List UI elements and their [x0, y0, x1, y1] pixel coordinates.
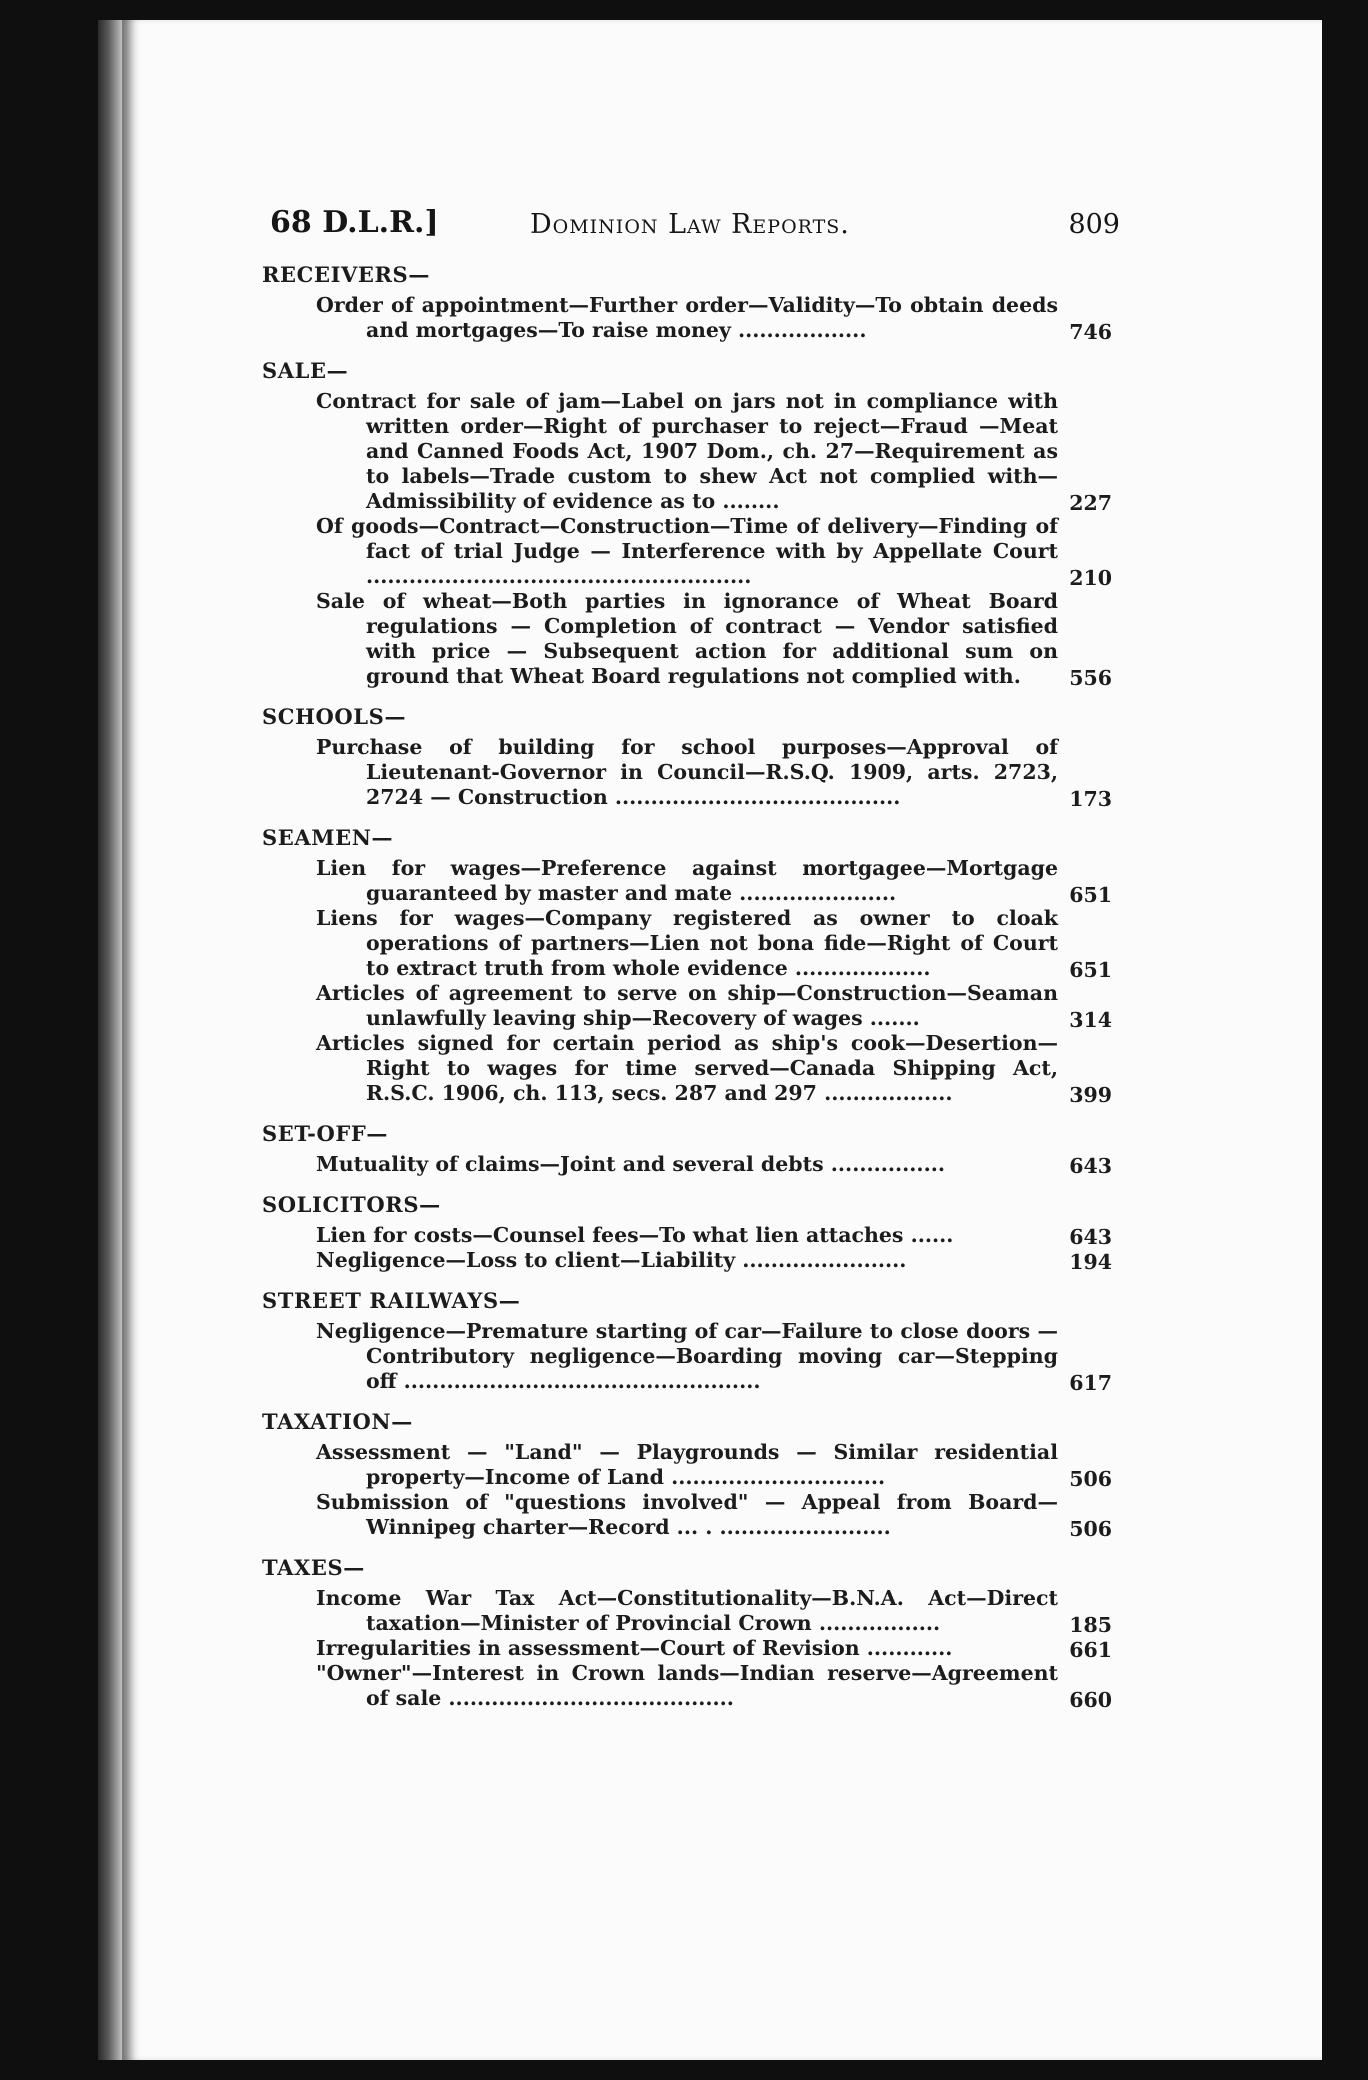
page-reference: 746 — [1069, 320, 1112, 344]
index-topic — [262, 1555, 1112, 1711]
index-entry — [266, 735, 1112, 810]
topic-heading: SALE— — [262, 358, 349, 383]
page-reference: 643 — [1069, 1154, 1112, 1178]
index-entry — [266, 906, 1112, 981]
page-reference: 643 — [1069, 1225, 1112, 1249]
page-reference: 185 — [1069, 1613, 1112, 1637]
index-topic — [262, 1409, 1112, 1540]
index-topic — [262, 262, 1112, 343]
index-entry — [266, 1319, 1112, 1394]
page-number: 809 — [1068, 209, 1120, 240]
index-entry — [266, 981, 1112, 1031]
index-topic — [262, 1288, 1112, 1394]
index-topic — [262, 704, 1112, 810]
entry-text: Negligence—Loss to client—Liability ....................... — [316, 1248, 907, 1272]
index-entry — [266, 1440, 1112, 1490]
index-entry — [266, 293, 1112, 343]
index-entry — [266, 1586, 1112, 1636]
index-entry — [266, 1248, 1112, 1273]
book-binding-edge — [98, 20, 124, 2060]
index-entry — [266, 1152, 1112, 1177]
page-reference: 173 — [1069, 787, 1112, 811]
index-topic — [262, 825, 1112, 1106]
topic-heading: TAXATION— — [262, 1409, 413, 1434]
topic-heading: RECEIVERS— — [262, 262, 430, 287]
entry-text: Negligence—Premature starting of car—Failure to close doors —Contributory negligence—Boarding moving car—Stepping off .................................................. — [316, 1319, 1058, 1393]
index-topic — [262, 358, 1112, 689]
page-reference: 660 — [1069, 1688, 1112, 1712]
entry-text: Articles signed for certain period as ship's cook—Desertion—Right to wages for time served—Canada Shipping Act, R.S.C. 1906, ch. 113, secs. 287 and 297 .................. — [316, 1031, 1058, 1105]
entry-text: "Owner"—Interest in Crown lands—Indian reserve—Agreement of sale ........................................ — [316, 1661, 1058, 1710]
entry-text: Assessment — "Land" — Playgrounds — Similar residential property—Income of Land .............................. — [316, 1440, 1058, 1489]
topic-heading: SOLICITORS— — [262, 1192, 441, 1217]
subject-index — [262, 262, 1112, 1726]
page-reference: 506 — [1069, 1517, 1112, 1541]
entry-text: Lien for costs—Counsel fees—To what lien attaches ...... — [316, 1223, 954, 1247]
running-header — [270, 205, 1120, 255]
index-entry — [266, 1661, 1112, 1711]
page-reference: 210 — [1069, 566, 1112, 590]
journal-title: Dominion Law Reports. — [530, 209, 850, 240]
index-entry — [266, 1636, 1112, 1661]
entry-text: Lien for wages—Preference against mortgagee—Mortgage guaranteed by master and mate ...................... — [316, 856, 1058, 905]
entry-text: Mutuality of claims—Joint and several debts ................ — [316, 1152, 945, 1176]
index-topic — [262, 1192, 1112, 1273]
index-entry — [266, 589, 1112, 689]
topic-heading: SEAMEN— — [262, 825, 394, 850]
entry-text: Liens for wages—Company registered as owner to cloak operations of partners—Lien not bona fide—Right of Court to extract truth from whole evidence ................... — [316, 906, 1058, 980]
index-entry — [266, 1031, 1112, 1106]
page-reference: 399 — [1069, 1083, 1112, 1107]
index-entry — [266, 389, 1112, 514]
entry-text: Contract for sale of jam—Label on jars not in compliance with written order—Right of purchaser to reject—Fraud —Meat and Canned Foods Act, 1907 Dom., ch. 27—Requirement as to labels—Trade custom to shew Act not complied with—Admissibility of evidence as to ........ — [316, 389, 1058, 513]
volume-label: 68 D.L.R.] — [270, 205, 439, 240]
topic-heading: STREET RAILWAYS— — [262, 1288, 521, 1313]
index-entry — [266, 1490, 1112, 1540]
page-reference: 651 — [1069, 958, 1112, 982]
entry-text: Irregularities in assessment—Court of Revision ............ — [316, 1636, 953, 1660]
index-topic — [262, 1121, 1112, 1177]
topic-heading: TAXES— — [262, 1555, 365, 1580]
index-entry — [266, 856, 1112, 906]
page-reference: 617 — [1069, 1371, 1112, 1395]
page-reference: 314 — [1069, 1008, 1112, 1032]
entry-text: Submission of "questions involved" — Appeal from Board—Winnipeg charter—Record ... . ........................ — [316, 1490, 1058, 1539]
index-entry — [266, 514, 1112, 589]
page-reference: 661 — [1069, 1638, 1112, 1662]
page-reference: 556 — [1069, 666, 1112, 690]
entry-text: Sale of wheat—Both parties in ignorance of Wheat Board regulations — Completion of contract — Vendor satisfied with price — Subsequent action for additional sum on ground that Wheat Board regulations not complied with. — [316, 589, 1058, 688]
page-reference: 194 — [1069, 1250, 1112, 1274]
topic-heading: SET-OFF— — [262, 1121, 388, 1146]
entry-text: Order of appointment—Further order—Validity—To obtain deeds and mortgages—To raise money .................. — [316, 293, 1058, 342]
index-entry — [266, 1223, 1112, 1248]
page-reference: 506 — [1069, 1467, 1112, 1491]
page-reference: 227 — [1069, 491, 1112, 515]
entry-text: Articles of agreement to serve on ship—Construction—Seaman unlawfully leaving ship—Recovery of wages ....... — [316, 981, 1058, 1030]
entry-text: Of goods—Contract—Construction—Time of delivery—Finding of fact of trial Judge — Interference with by Appellate Court ...................................................... — [316, 514, 1058, 588]
entry-text: Purchase of building for school purposes—Approval of Lieutenant-Governor in Council—R.S.Q. 1909, arts. 2723, 2724 — Construction ........................................ — [316, 735, 1058, 809]
entry-text: Income War Tax Act—Constitutionality—B.N.A. Act—Direct taxation—Minister of Provincial Crown ................. — [316, 1586, 1058, 1635]
page-reference: 651 — [1069, 883, 1112, 907]
topic-heading: SCHOOLS— — [262, 704, 407, 729]
